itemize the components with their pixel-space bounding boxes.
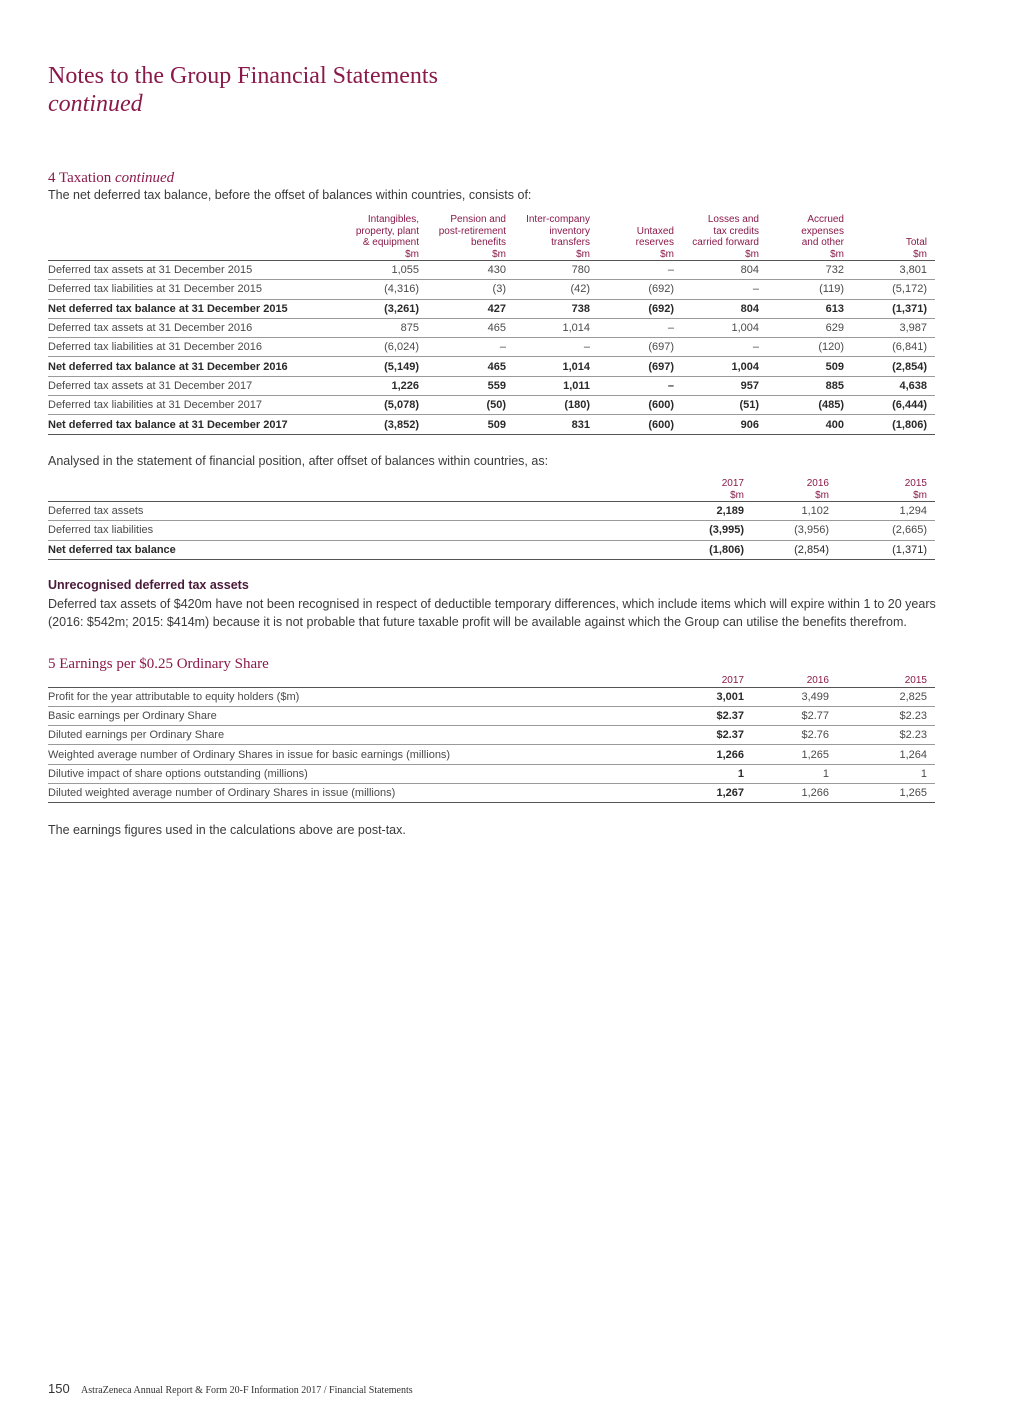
cell-value: 1 (920, 767, 927, 780)
column-header (837, 478, 935, 502)
cell-value: 831 (571, 418, 590, 431)
cell-value: 509 (487, 418, 506, 431)
column-header (844, 214, 935, 261)
cell-value: 1,014 (562, 360, 590, 373)
table-row (48, 280, 935, 299)
cell-value: – (499, 341, 506, 354)
cell-value: 1 (822, 767, 829, 780)
column-header-line: benefits (470, 237, 506, 248)
header-blank (48, 214, 348, 261)
cell-value: (600) (648, 418, 674, 431)
column-header (752, 478, 837, 502)
cell-value: 1,014 (562, 322, 590, 335)
column-header-line: reserves (635, 237, 674, 248)
cell-value: $2.37 (716, 729, 744, 742)
row-label: Deferred tax assets (48, 505, 144, 518)
cell-value: (3,956) (794, 524, 829, 537)
cell-value: (50) (486, 399, 506, 412)
cell-value: 732 (825, 264, 844, 277)
table-row (48, 540, 935, 559)
table-row (48, 357, 935, 376)
taxation-intro: The net deferred tax balance, before the offset of balances within countries, consists of: (48, 188, 532, 202)
deferred-tax-header-row (48, 214, 935, 261)
page-title (48, 62, 438, 118)
column-header (658, 478, 752, 502)
cell-value: (697) (648, 360, 674, 373)
cell-value: $2.23 (899, 729, 927, 742)
cell-value: 629 (825, 322, 844, 335)
column-header-line: $m (815, 489, 829, 501)
cell-value: 1,265 (899, 787, 927, 800)
cell-value: 559 (487, 379, 506, 392)
cell-value: (2,665) (892, 524, 927, 537)
table-row (48, 502, 935, 521)
row-label: Deferred tax liabilities (48, 524, 154, 537)
header-blank (48, 478, 658, 502)
cell-value: (1,371) (892, 543, 927, 556)
row-label: Net deferred tax balance at 31 December 2016 (48, 360, 288, 373)
cell-value: 1,004 (731, 322, 759, 335)
row-label: Basic earnings per Ordinary Share (48, 709, 217, 722)
cell-value: 3,001 (716, 690, 744, 703)
column-header-line: $m (730, 489, 744, 501)
row-label: Deferred tax assets at 31 December 2015 (48, 264, 253, 277)
column-header-line: post-retirement (438, 225, 506, 237)
cell-value: 465 (487, 360, 506, 373)
row-label: Diluted earnings per Ordinary Share (48, 729, 225, 742)
column-header-line: Accrued (807, 214, 844, 225)
column-header-line: Inter-company (526, 214, 590, 225)
position-intro: Analysed in the statement of financial position, after offset of balances within countries, as: (48, 454, 549, 468)
cell-value: (600) (648, 399, 674, 412)
cell-value: 1 (737, 767, 744, 780)
table-row (48, 396, 935, 415)
cell-value: 1,264 (899, 748, 927, 761)
cell-value: 465 (487, 322, 506, 335)
column-header-line: $m (830, 248, 844, 260)
cell-value: (1,806) (892, 418, 927, 431)
column-header-line: 2015 (904, 478, 927, 489)
cell-value: 4,638 (899, 379, 927, 392)
table-row (48, 726, 935, 745)
column-header-line: transfers (551, 237, 590, 248)
cell-value: – (667, 379, 674, 392)
table-row (48, 261, 935, 280)
cell-value: (3,852) (384, 418, 419, 431)
cell-value: (5,149) (384, 360, 419, 373)
cell-value: – (583, 341, 590, 354)
cell-value: (119) (819, 283, 844, 296)
cell-value: 1,004 (731, 360, 759, 373)
cell-value: – (667, 322, 674, 335)
row-label: Deferred tax assets at 31 December 2016 (48, 322, 253, 335)
table-row (48, 687, 935, 706)
column-header-line: $m (745, 248, 759, 260)
row-label: Deferred tax liabilities at 31 December 2017 (48, 399, 263, 412)
eps-header-row (48, 675, 935, 687)
cell-value: (1,806) (709, 543, 744, 556)
cell-value: (5,172) (892, 283, 927, 296)
cell-value: 3,801 (899, 264, 927, 277)
row-label: Net deferred tax balance at 31 December 2017 (48, 418, 288, 431)
cell-value: 427 (487, 302, 506, 315)
cell-value: 430 (487, 264, 506, 277)
column-header: 2016 (806, 675, 829, 686)
column-header: 2017 (721, 675, 744, 686)
cell-value: 906 (740, 418, 759, 431)
taxation-continued: continued (115, 170, 175, 186)
cell-value: 2,189 (716, 505, 744, 518)
row-label: Diluted weighted average number of Ordinary Shares in issue (millions) (48, 787, 396, 800)
table-row (48, 376, 935, 395)
cell-value: 1,226 (391, 379, 419, 392)
taxation-title: 4 Taxation (48, 170, 112, 186)
cell-value: (3,995) (709, 524, 744, 537)
cell-value: (120) (818, 341, 844, 354)
deferred-tax-table (48, 214, 935, 435)
cell-value: – (667, 264, 674, 277)
cell-value: 2,825 (899, 690, 927, 703)
column-header (348, 214, 419, 261)
cell-value: (697) (648, 341, 674, 354)
cell-value: (1,371) (892, 302, 927, 315)
column-header-line: Intangibles, (367, 214, 419, 225)
footer-text: AstraZeneca Annual Report & Form 20-F Information 2017 / Financial Statements (81, 1385, 413, 1396)
position-header-row (48, 478, 935, 502)
cell-value: (3,261) (384, 302, 419, 315)
table-row (48, 338, 935, 357)
cell-value: (180) (564, 399, 590, 412)
cell-value: $2.76 (801, 729, 829, 742)
row-label: Dilutive impact of share options outstanding (millions) (48, 767, 308, 780)
row-label: Weighted average number of Ordinary Shares in issue for basic earnings (millions) (48, 748, 451, 761)
column-header-line: $m (405, 248, 419, 260)
column-header-line: inventory (549, 225, 590, 237)
cell-value: (4,316) (384, 283, 419, 296)
column-header-line: tax credits (713, 225, 759, 237)
column-header-line: $m (576, 248, 590, 260)
cell-value: 885 (825, 379, 844, 392)
column-header-line: Pension and (450, 214, 506, 225)
column-header (590, 214, 674, 261)
column-header: 2015 (904, 675, 927, 686)
cell-value: (6,444) (892, 399, 927, 412)
cell-value: 1,267 (716, 787, 744, 800)
table-row (48, 745, 935, 764)
column-header-line: Total (905, 237, 927, 248)
cell-value: 875 (400, 322, 419, 335)
column-header-line: & equipment (362, 237, 419, 248)
column-header (674, 214, 759, 261)
cell-value: (2,854) (794, 543, 829, 556)
column-header-line: $m (492, 248, 506, 260)
cell-value: 1,266 (716, 748, 744, 761)
column-header (759, 214, 844, 261)
cell-value: $2.77 (801, 709, 829, 722)
column-header-line: 2016 (806, 478, 829, 489)
cell-value: (42) (570, 283, 590, 296)
cell-value: 3,987 (899, 322, 927, 335)
cell-value: 509 (825, 360, 844, 373)
financial-position-table (48, 478, 935, 560)
table-row (48, 783, 935, 802)
cell-value: (6,841) (892, 341, 927, 354)
cell-value: 804 (740, 302, 759, 315)
eps-note: The earnings figures used in the calculations above are post-tax. (48, 823, 406, 837)
column-header-line: $m (660, 248, 674, 260)
cell-value: 804 (740, 264, 759, 277)
cell-value: 957 (740, 379, 759, 392)
page-number: 150 (48, 1381, 70, 1396)
table-row (48, 415, 935, 434)
cell-value: – (752, 283, 759, 296)
row-label: Profit for the year attributable to equity holders ($m) (48, 690, 300, 703)
row-label: Net deferred tax balance at 31 December 2015 (48, 302, 288, 315)
cell-value: (5,078) (384, 399, 419, 412)
cell-value: (6,024) (384, 341, 419, 354)
cell-value: 3,499 (801, 690, 829, 703)
eps-title: 5 Earnings per $0.25 Ordinary Share (48, 656, 269, 672)
footer (48, 1381, 413, 1396)
cell-value: 780 (571, 264, 590, 277)
cell-value: (485) (818, 399, 844, 412)
column-header-line: Losses and (707, 214, 759, 225)
cell-value: 1,294 (899, 505, 927, 518)
cell-value: 1,011 (563, 379, 590, 392)
eps-table (48, 675, 935, 803)
column-header-line: property, plant (355, 225, 419, 237)
table-row (48, 299, 935, 318)
table-row (48, 764, 935, 783)
taxation-heading (48, 170, 174, 187)
row-label: Deferred tax assets at 31 December 2017 (48, 379, 253, 392)
cell-value: 1,102 (801, 505, 829, 518)
header-blank (48, 675, 658, 687)
row-label: Deferred tax liabilities at 31 December 2015 (48, 283, 263, 296)
column-header-line: Untaxed (636, 225, 674, 237)
cell-value: – (752, 341, 759, 354)
cell-value: $2.37 (716, 709, 744, 722)
cell-value: 1,265 (801, 748, 829, 761)
cell-value: 1,055 (391, 264, 419, 277)
table-row (48, 521, 935, 540)
cell-value: 613 (825, 302, 844, 315)
cell-value: 400 (825, 418, 844, 431)
column-header-line: carried forward (692, 237, 759, 248)
cell-value: 1,266 (801, 787, 829, 800)
column-header-line: 2017 (721, 478, 744, 489)
cell-value: $2.23 (899, 709, 927, 722)
table-row (48, 318, 935, 337)
page-title-text: Notes to the Group Financial Statements (48, 63, 438, 89)
row-label: Deferred tax liabilities at 31 December 2016 (48, 341, 263, 354)
table-row (48, 706, 935, 725)
cell-value: (3) (492, 283, 506, 296)
unrecognised-heading: Unrecognised deferred tax assets (48, 578, 249, 592)
column-header-line: expenses (801, 225, 844, 237)
cell-value: (51) (739, 399, 759, 412)
cell-value: 738 (571, 302, 590, 315)
column-header (419, 214, 506, 261)
column-header-line: $m (913, 489, 927, 501)
column-header-line: and other (801, 237, 844, 248)
column-header (506, 214, 590, 261)
cell-value: (692) (648, 302, 674, 315)
cell-value: (2,854) (892, 360, 927, 373)
page-subtitle: continued (48, 91, 143, 117)
unrecognised-text: Deferred tax assets of $420m have not been recognised in respect of deductible temporary differences, which include items which will expire within 1 to 20 years (2016: $542m; 2015: $414m) because it is not probable that future taxable profit will be available against which the Group can utilise the benefits therefrom. (48, 597, 936, 629)
row-label: Net deferred tax balance (48, 543, 176, 556)
cell-value: (692) (648, 283, 674, 296)
column-header-line: $m (913, 248, 927, 260)
